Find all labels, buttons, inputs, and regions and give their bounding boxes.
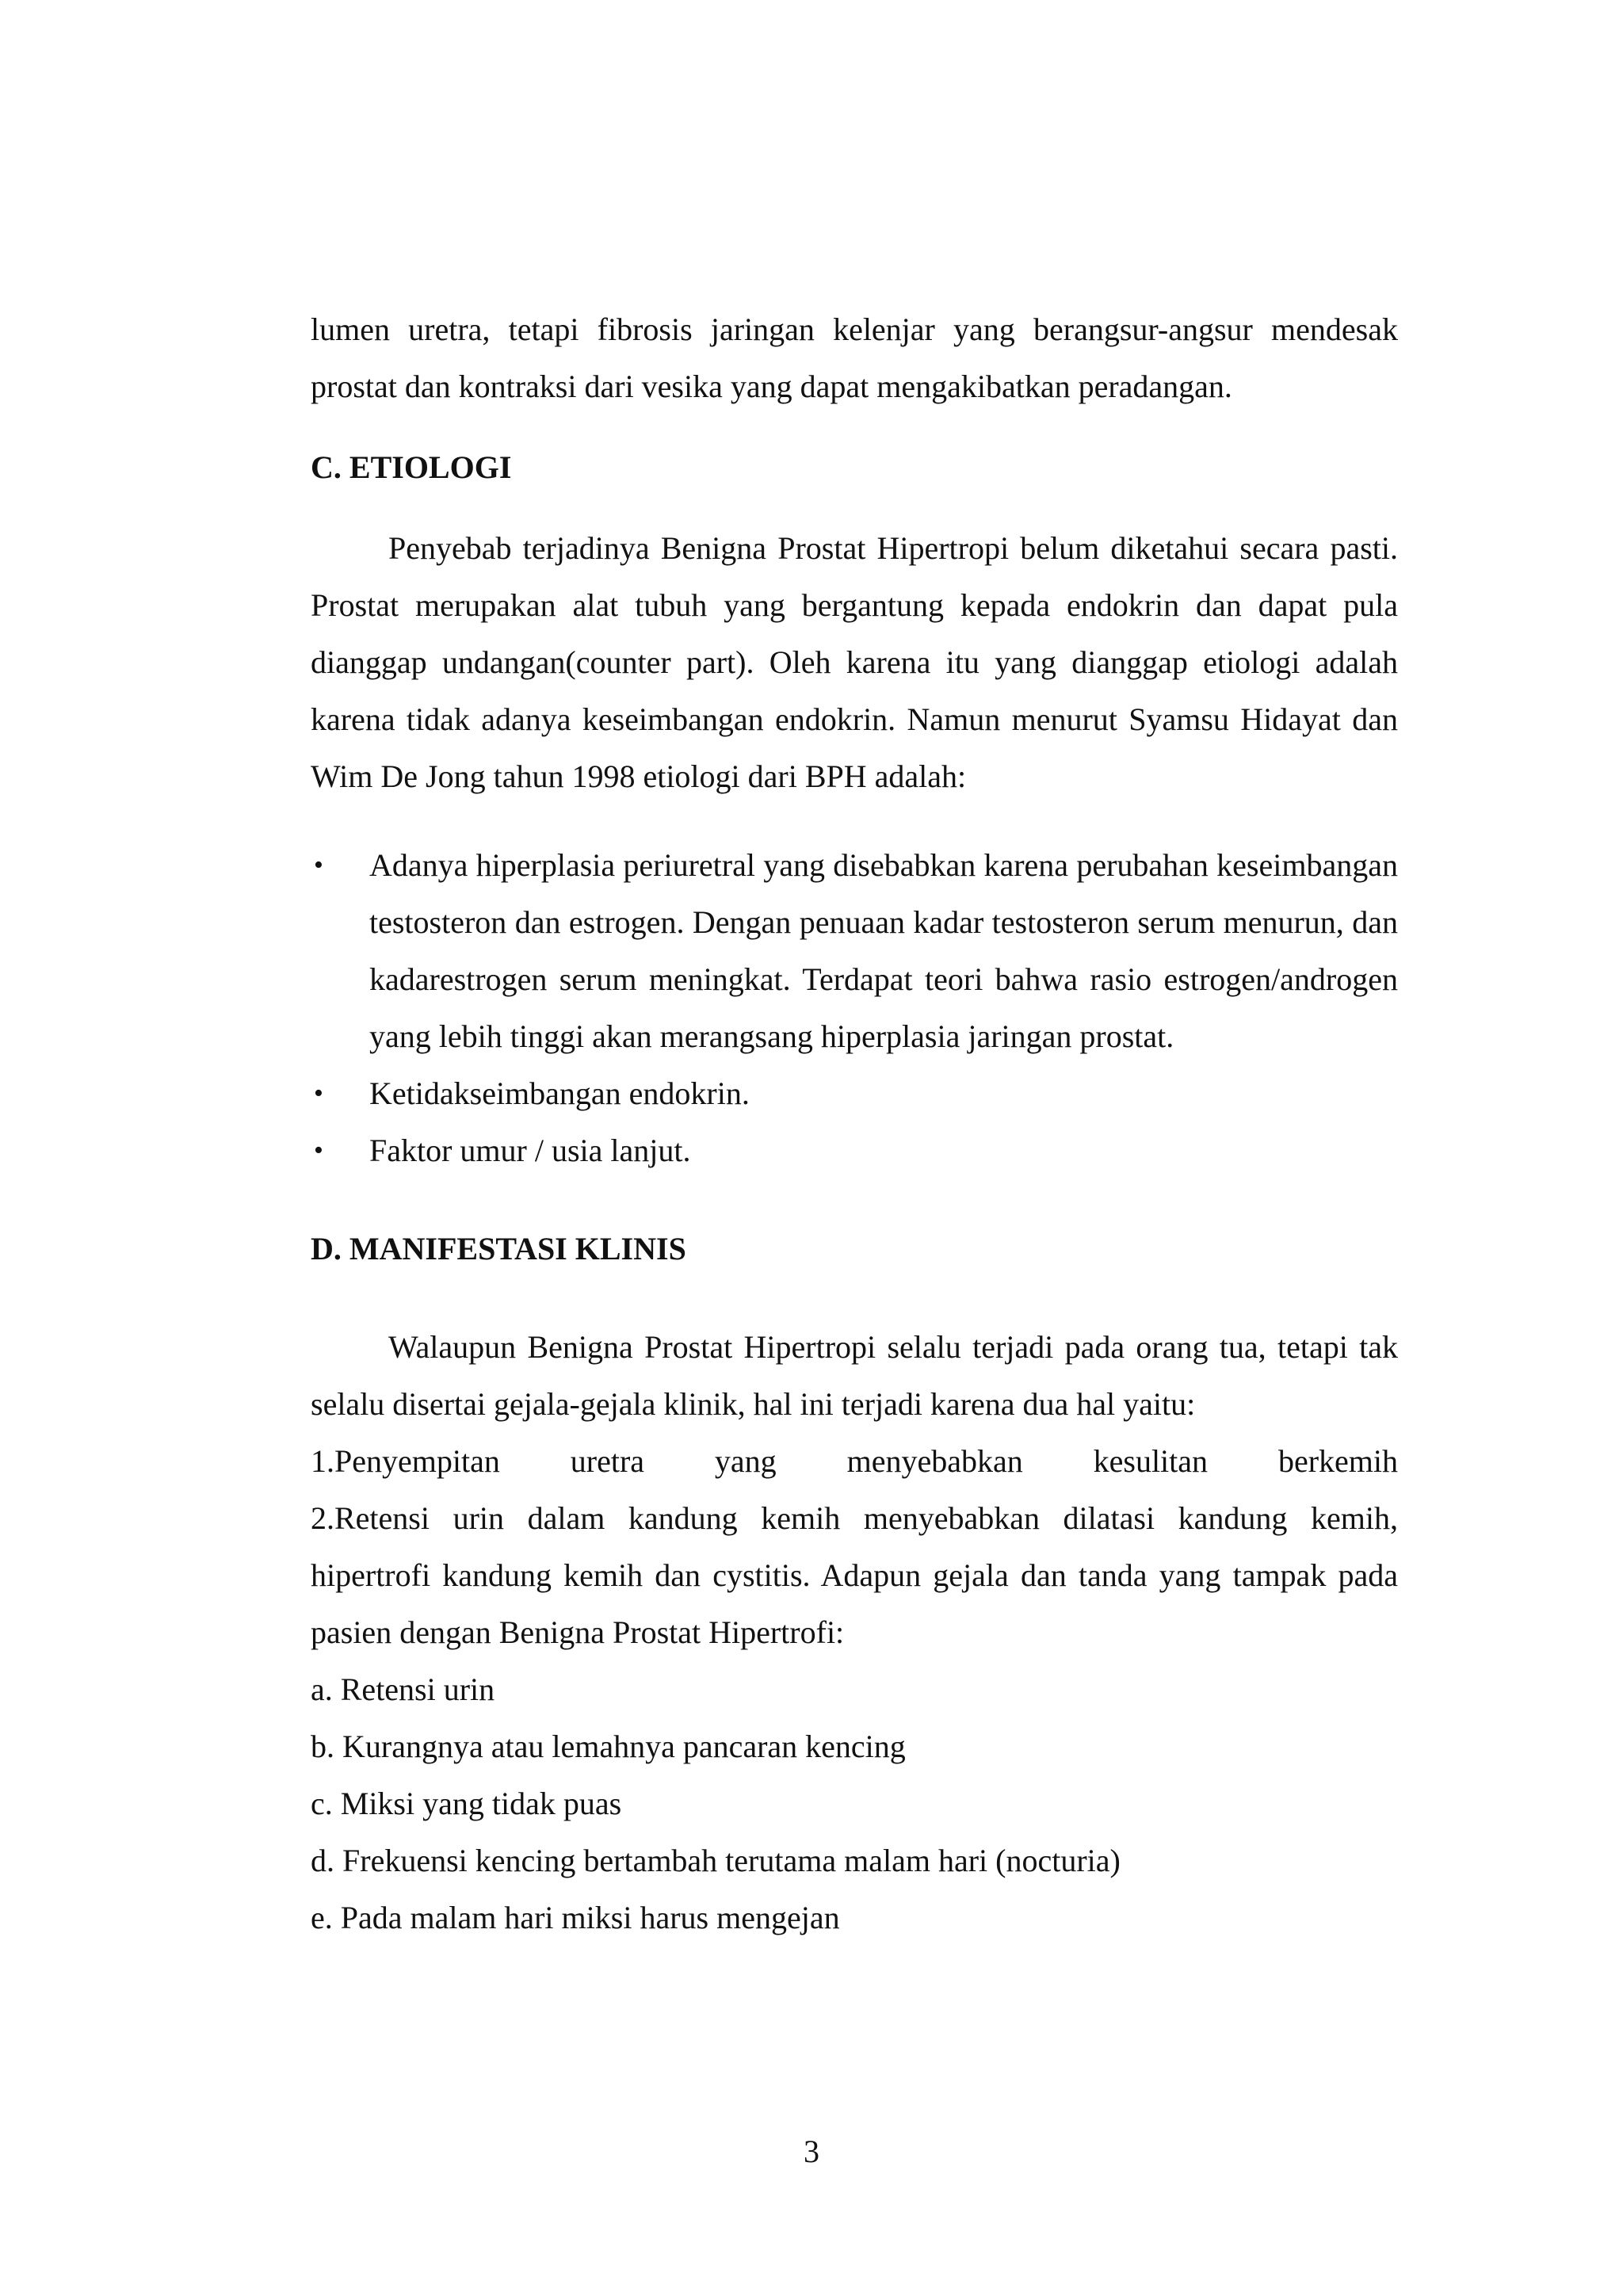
list-item-text: Adanya hiperplasia periuretral yang disebabkan karena perubahan keseimbangan testosteron dan estrogen. Dengan penuaan kadar testosteron serum menurun, dan kadarestrogen serum meningkat. Terdapat teori bahwa rasio estrogen/androgen yang lebih tinggi akan merangsang hiperplasia jaringan prostat. — [369, 847, 1398, 1054]
bullet-icon: • — [314, 1136, 323, 1165]
list-item — [311, 1065, 1398, 1122]
list-item: b. Kurangnya atau lemahnya pancaran kencing — [311, 1729, 906, 1764]
intro-paragraph: lumen uretra, tetapi fibrosis jaringan kelenjar yang berangsur-angsur mendesak prostat dan kontraksi dari vesika yang dapat mengakibatkan peradangan. — [311, 311, 1398, 404]
spacer — [311, 415, 1398, 439]
bullet-icon: • — [314, 1079, 323, 1108]
list-item: e. Pada malam hari miksi harus mengejan — [311, 1900, 840, 1935]
spacer — [311, 1179, 1398, 1221]
section-c-paragraph: Penyebab terjadinya Benigna Prostat Hipertropi belum diketahui secara pasti. Prostat merupakan alat tubuh yang bergantung kepada endokrin dan dapat pula dianggap undangan(counter part). Oleh karena itu yang dianggap etiologi adalah karena tidak adanya keseimbangan endokrin. Namun menurut Syamsu Hidayat dan Wim De Jong tahun 1998 etiologi dari BPH adalah: — [311, 530, 1398, 794]
list-item — [311, 837, 1398, 1065]
spacer — [311, 496, 1398, 520]
list-item: c. Miksi yang tidak puas — [311, 1786, 622, 1821]
bullet-icon: • — [314, 850, 323, 880]
etiology-bullet-list — [311, 837, 1398, 1179]
list-item-text: Ketidakseimbangan endokrin. — [369, 1075, 750, 1111]
list-item-text: Faktor umur / usia lanjut. — [369, 1133, 691, 1168]
spacer — [311, 1278, 1398, 1319]
page-number: 3 — [804, 2134, 819, 2169]
section-d-heading: D. MANIFESTASI KLINIS — [311, 1231, 686, 1266]
list-item: d. Frekuensi kencing bertambah terutama malam hari (nocturia) — [311, 1843, 1121, 1878]
list-item: a. Retensi urin — [311, 1671, 495, 1707]
section-c-heading: C. ETIOLOGI — [311, 449, 512, 485]
page-content — [311, 301, 1398, 1946]
section-d-paragraph-part1: Walaupun Benigna Prostat Hipertropi selalu terjadi pada orang tua, tetapi tak selalu disertai gejala-gejala klinik, hal ini terjadi karena dua hal yaitu: — [311, 1329, 1398, 1422]
spacer — [311, 805, 1398, 837]
list-item — [311, 1122, 1398, 1179]
section-d-numbered-line: 1.Penyempitan uretra yang menyebabkan kesulitan berkemih — [311, 1443, 1398, 1479]
section-d-paragraph-part2: 2.Retensi urin dalam kandung kemih menyebabkan dilatasi kandung kemih, hipertrofi kandung kemih dan cystitis. Adapun gejala dan tanda yang tampak pada pasien dengan Benigna Prostat Hipertrofi: — [311, 1500, 1398, 1650]
